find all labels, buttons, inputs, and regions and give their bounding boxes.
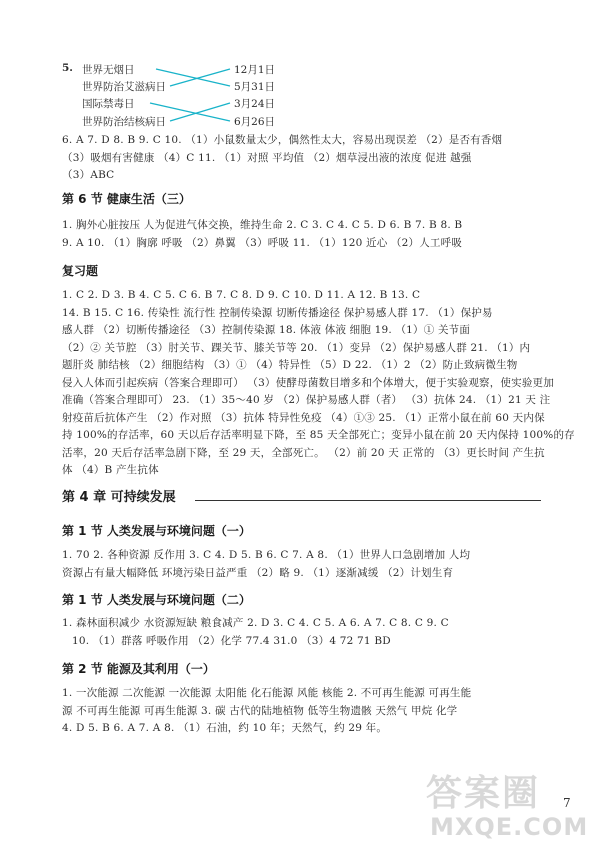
answer-line: 准确（答案合理即可） 23. （1）35～40 岁 （2）保护易感人群（者） （3）抗体 24. （1）21 天 注 <box>62 394 551 406</box>
answer-line: 体 （4）B 产生抗体 <box>62 464 159 476</box>
question-number: 5. <box>62 62 73 74</box>
match-line <box>170 103 230 121</box>
page-number: 7 <box>563 796 571 810</box>
section-heading: 第 6 节 健康生活（三） <box>62 192 191 206</box>
section-heading: 复习题 <box>62 264 99 278</box>
chapter-title: 第 4 章 可持续发展 <box>62 490 176 505</box>
section-heading: 第 1 节 人类发展与环境问题（二） <box>62 593 251 607</box>
answer-line: 题肝炎 肺结核 （2）细胞结构 （3）① （4）特异性 （5）D 22. （1）2 （2）防止致病微生物 <box>62 359 518 371</box>
match-left-item: 国际禁毒日 <box>82 98 135 110</box>
answer-line: 射疫苗后抗体产生 （2）作对照 （3）抗体 特异性免疫 （4）①③ 25. （1）正常小鼠在前 60 天内保 <box>62 412 545 424</box>
section-heading: 第 2 节 能源及其利用（一） <box>62 662 215 676</box>
match-right-item: 6月26日 <box>234 116 276 128</box>
chapter-rule <box>195 500 541 501</box>
answer-line: （3）ABC <box>62 169 115 181</box>
answer-line: 感人群 （2）切断传播途径 （3）控制传染源 18. 体液 体液 细胞 19. （1）① 关节面 <box>62 324 471 336</box>
section-heading: 第 1 节 人类发展与环境问题（一） <box>62 524 251 538</box>
answer-line: 10. （1）群落 呼吸作用 （2）化学 77.4 31.0 （3）4 72 71 BD <box>72 635 391 647</box>
match-left-item: 世界防治艾滋病日 <box>82 81 166 93</box>
answer-line: 1. 森林面积减少 水资源短缺 粮食减产 2. D 3. C 4. C 5. A 6. A 7. C 8. C 9. C <box>62 617 449 629</box>
answer-line: 活率，20 天后存活率急剧下降，至 29 天，全部死亡。 （2）前 20 天 正常的 （3）更长时间 产生抗 <box>62 447 545 459</box>
answer-line: 1. 胸外心脏按压 人为促进气体交换，维持生命 2. C 3. C 4. C 5. D 6. B 7. B 8. B <box>62 219 463 231</box>
answer-line: 14. B 15. C 16. 传染性 流行性 控制传染源 切断传播途径 保护易感人群 17. （1）保护易 <box>62 307 493 319</box>
match-right-item: 12月1日 <box>234 64 276 76</box>
match-left-item: 世界无烟日 <box>82 64 135 76</box>
matching-lines <box>0 0 602 140</box>
answer-line: 9. A 10. （1）胸廓 呼吸 （2）鼻翼 （3）呼吸 11. （1）120 近心 （2）人工呼吸 <box>62 237 463 249</box>
answer-line: 资源占有量大幅降低 环境污染日益严重 （2）略 9. （1）逐渐减缓 （2）计划生育 <box>62 567 454 579</box>
answer-line: （2）② 关节腔 （3）肘关节、踝关节、膝关节等 20. （1）变异 （2）保护易感人群 21. （1）内 <box>62 342 531 354</box>
watermark-line: MXQE.COM <box>430 813 589 841</box>
answer-line: 1. 70 2. 各种资源 反作用 3. C 4. D 5. B 6. C 7. A 8. （1）世界人口急剧增加 人均 <box>62 549 471 561</box>
match-right-item: 3月24日 <box>234 98 276 110</box>
answer-line: 侵入人体而引起疾病（答案合理即可） （3）使酵母菌数目增多和个体增大，便于实验观察，使实验更加 <box>62 377 554 389</box>
answer-line: 持 100%的存活率，60 天以后存活率明显下降，至 85 天全部死亡；变异小鼠在前 20 天内保持 100%的存 <box>62 429 575 441</box>
watermark-line: 答案圈 <box>426 773 541 814</box>
answer-line: 6. A 7. D 8. B 9. C 10. （1）小鼠数量太少，偶然性太大，容易出现误差 （2）是否有香烟 <box>62 134 503 146</box>
answer-line: 1. C 2. D 3. B 4. C 5. C 6. B 7. C 8. D 9. C 10. D 11. A 12. B 13. C <box>62 289 421 301</box>
answer-line: （3）吸烟有害健康 （4）C 11. （1）对照 平均值 （2）烟草浸出液的浓度 促进 越强 <box>62 152 472 164</box>
watermark-logo <box>420 765 600 844</box>
match-line <box>150 103 230 121</box>
match-left-item: 世界防治结核病日 <box>82 116 166 128</box>
match-right-item: 5月31日 <box>234 81 276 93</box>
answer-line: 源 不可再生能源 可再生能源 3. 碳 古代的陆地植物 低等生物遗骸 天然气 甲烷 化学 <box>62 705 458 717</box>
answer-line: 1. 一次能源 二次能源 一次能源 太阳能 化石能源 风能 核能 2. 不可再生能源 可再生能 <box>62 687 472 699</box>
answer-line: 4. D 5. B 6. A 7. A 8. （1）石油，约 10 年；天然气，约 29 年。 <box>62 722 388 734</box>
